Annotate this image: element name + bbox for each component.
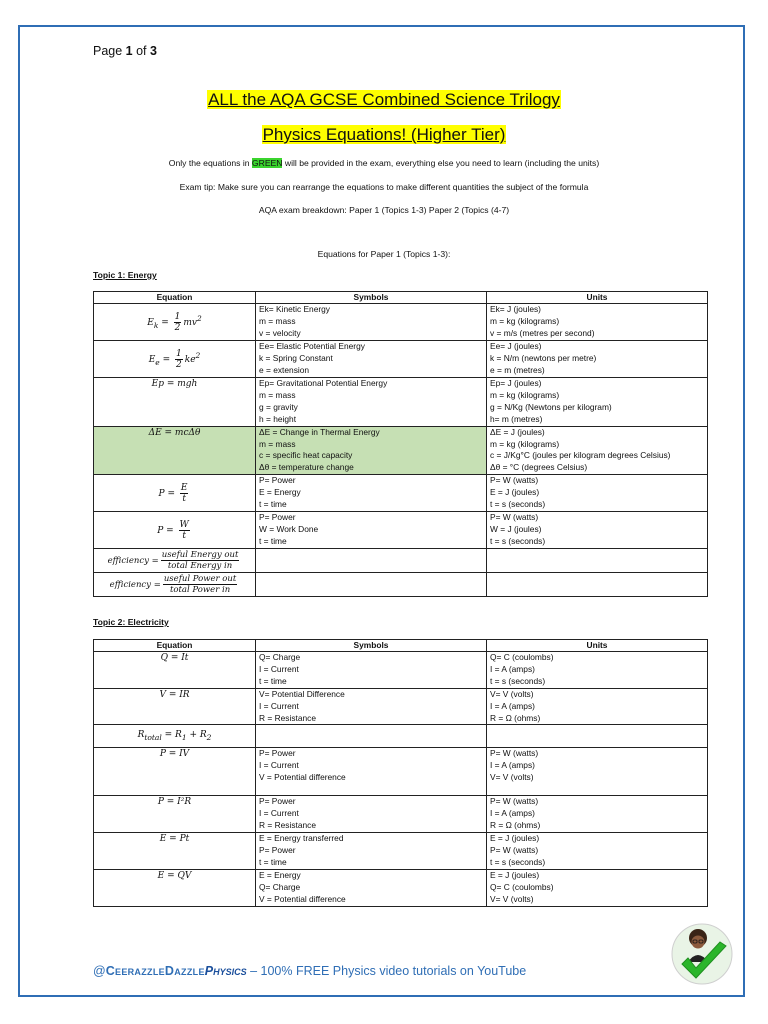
symbols-cell: [256, 573, 487, 597]
header-units: Units: [487, 292, 708, 304]
units-cell: [487, 573, 708, 597]
units-cell: ΔE = J (joules) m = kg (kilograms) c = J/Kg°C (joules per kilogram degrees Celsius) Δθ = °C (degrees Celsius): [487, 426, 708, 475]
header-units: Units: [487, 640, 708, 652]
symbols-cell: E = Energy transferred P= Power t = time: [256, 833, 487, 870]
table-row: [94, 869, 708, 906]
symbols-cell: P= Power I = Current R = Resistance: [256, 796, 487, 833]
units-cell: P= W (watts) E = J (joules) t = s (seconds): [487, 475, 708, 512]
symbols-cell: P= Power W = Work Done t = time: [256, 512, 487, 549]
table-row: [94, 304, 708, 341]
equation-cell: Q = It: [94, 652, 256, 689]
symbols-cell: E = Energy Q= Charge V = Potential difference: [256, 869, 487, 906]
note-breakdown: AQA exam breakdown: Paper 1 (Topics 1-3) Paper 2 (Topics (4-7): [258, 205, 510, 215]
equation-cell: P = I²R: [94, 796, 256, 833]
equation-cell: E = Pt: [94, 833, 256, 870]
units-cell: E = J (joules) P= W (watts) t = s (seconds): [487, 833, 708, 870]
table-row: [94, 475, 708, 512]
units-cell: E = J (joules) Q= C (coulombs) V= V (volts): [487, 869, 708, 906]
symbols-cell: ΔE = Change in Thermal Energy m = mass c = specific heat capacity Δθ = temperature change: [256, 426, 487, 475]
equation-cell: ΔE = mcΔθ: [94, 426, 256, 475]
footer-credit[interactable]: @CeerazzleDazzlePhysics – 100% FREE Physics video tutorials on YouTube: [93, 964, 527, 978]
header-symbols: Symbols: [256, 292, 487, 304]
electricity-equations-table: [93, 639, 708, 907]
units-cell: [487, 549, 708, 573]
equation-cell: V = IR: [94, 688, 256, 725]
equation-cell: $R_{total} = R_1 + R_2$: [94, 725, 256, 748]
note-green: Only the equations in GREEN will be provided in the exam, everything else you need to learn (including the units): [168, 158, 600, 168]
units-cell: P= W (watts) W = J (joules) t = s (seconds): [487, 512, 708, 549]
header-symbols: Symbols: [256, 640, 487, 652]
units-cell: Ep= J (joules) m = kg (kilograms) g = N/Kg (Newtons per kilogram) h= m (metres): [487, 378, 708, 427]
equation-cell: P = $\frac{W}{t}$: [94, 512, 256, 549]
symbols-cell: Q= Charge I = Current t = time: [256, 652, 487, 689]
topic-1-heading: Topic 1: Energy: [93, 270, 157, 280]
header-equation: Equation: [94, 640, 256, 652]
table-row-provided: [94, 426, 708, 475]
table-row: [94, 549, 708, 573]
table-header-row: [94, 640, 708, 652]
table-row: [94, 512, 708, 549]
equation-cell: Ep = mgh: [94, 378, 256, 427]
equation-cell: P = $\frac{E}{t}$: [94, 475, 256, 512]
units-cell: Ek= J (joules) m = kg (kilograms) v = m/s (metres per second): [487, 304, 708, 341]
symbols-cell: Ek= Kinetic Energy m = mass v = velocity: [256, 304, 487, 341]
units-cell: Ee= J (joules) k = N/m (newtons per metre) e = m (metres): [487, 341, 708, 378]
units-cell: P= W (watts) I = A (amps) R = Ω (ohms): [487, 796, 708, 833]
table-row: [94, 652, 708, 689]
units-cell: V= V (volts) I = A (amps) R = Ω (ohms): [487, 688, 708, 725]
symbols-cell: P= Power E = Energy t = time: [256, 475, 487, 512]
energy-equations-table: [93, 291, 708, 597]
units-cell: [487, 725, 708, 748]
table-row: [94, 573, 708, 597]
equation-cell: efficiency = $\frac{\text{useful Energy out}}{\text{total Energy in}}$: [94, 549, 256, 573]
title-line-1: ALL the AQA GCSE Combined Science Trilogy: [208, 90, 560, 109]
equation-cell: $E_k$ = $\frac{1}{2}$ $mv^2$: [94, 304, 256, 341]
header-equation: Equation: [94, 292, 256, 304]
equation-cell: efficiency = $\frac{\text{useful Power out}}{\text{total Power in}}$: [94, 573, 256, 597]
symbols-cell: P= Power I = Current V = Potential difference: [256, 748, 487, 796]
table-row: [94, 725, 708, 748]
paper-heading: Equations for Paper 1 (Topics 1-3):: [317, 249, 451, 259]
equation-cell: $E_e$ = $\frac{1}{2}$ $ke^2$: [94, 341, 256, 378]
title-line-2: Physics Equations! (Higher Tier): [262, 125, 506, 144]
page-number: Page 1 of 3: [93, 44, 157, 58]
table-row: [94, 341, 708, 378]
equation-cell: P = IV: [94, 748, 256, 796]
table-row: [94, 688, 708, 725]
symbols-cell: [256, 725, 487, 748]
table-header-row: [94, 292, 708, 304]
table-row: [94, 748, 708, 796]
topic-2-heading: Topic 2: Electricity: [93, 617, 169, 627]
table-row: [94, 833, 708, 870]
symbols-cell: Ee= Elastic Potential Energy k = Spring Constant e = extension: [256, 341, 487, 378]
mascot-logo: [668, 918, 736, 988]
symbols-cell: Ep= Gravitational Potential Energy m = mass g = gravity h = height: [256, 378, 487, 427]
units-cell: P= W (watts) I = A (amps) V= V (volts): [487, 748, 708, 796]
symbols-cell: [256, 549, 487, 573]
units-cell: Q= C (coulombs) I = A (amps) t = s (seconds): [487, 652, 708, 689]
table-row: [94, 796, 708, 833]
symbols-cell: V= Potential Difference I = Current R = Resistance: [256, 688, 487, 725]
table-row: [94, 378, 708, 427]
note-exam-tip: Exam tip: Make sure you can rearrange the equations to make different quantities the subject of the formula: [179, 182, 589, 192]
equation-cell: E = QV: [94, 869, 256, 906]
